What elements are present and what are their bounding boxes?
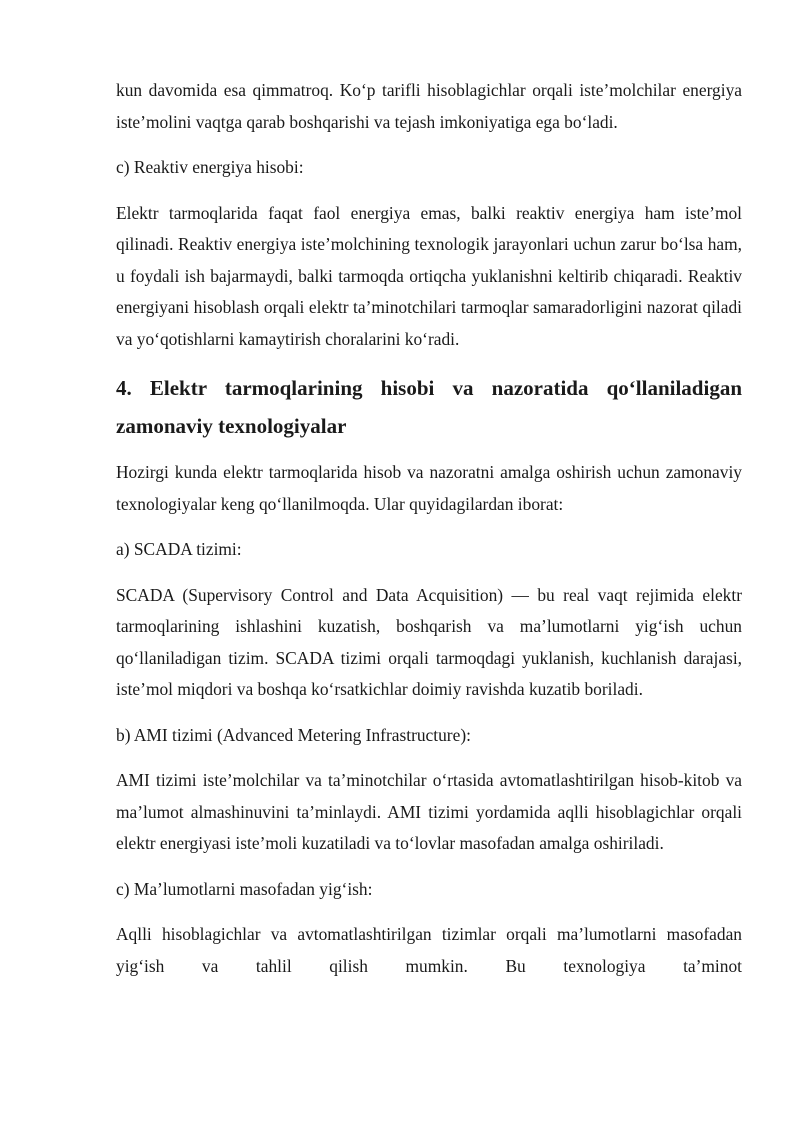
paragraph-multi-tariff: kun davomida esa qimmatroq. Ko‘p tarifli hisoblagichlar orqali iste’molchilar energiya iste’molini vaqtga qarab boshqarishi va tejash imkoniyatiga ega bo‘ladi. bbox=[116, 80, 742, 132]
paragraph-scada: SCADA (Supervisory Control and Data Acquisition) — bu real vaqt rejimida elektr tarmoqlarining ishlashini kuzatish, boshqarish va ma’lumotlarni yig‘ish uchun qo‘llaniladigan tizim. SCADA tizimi orqali tarmoqdagi yuklanish, kuchlanish darajasi, iste’mol miqdori va boshqa ko‘rsatkichlar doimiy ravishda kuzatib boriladi. bbox=[116, 584, 742, 699]
subsection-label-scada: a) SCADA tizimi: bbox=[116, 539, 242, 559]
paragraph-ami: AMI tizimi iste’molchilar va ta’minotchilar o‘rtasida avtomatlashtirilgan hisob-kitob va ma’lumot almashinuvini ta’minlaydi. AMI tizimi yordamida aqlli hisoblagichlar orqali elektr energiyasi iste’moli kuzatiladi va to‘lovlar masofadan amalga oshiriladi. bbox=[116, 770, 742, 853]
subsection-label-ami: b) AMI tizimi (Advanced Metering Infrastructure): bbox=[116, 724, 471, 745]
section-heading: 4. Elektr tarmoqlarining hisobi va nazoratida qo‘llaniladigan zamonaviy texnologiyalar bbox=[116, 376, 742, 438]
paragraph-remote-data: Aqlli hisoblagichlar va avtomatlashtirilgan tizimlar orqali ma’lumotlarni masofadan yig‘ish va tahlil qilish mumkin. Bu texnologiya ta’minot bbox=[116, 924, 742, 976]
paragraph-modern-technologies: Hozirgi kunda elektr tarmoqlarida hisob va nazoratni amalga oshirish uchun zamonaviy texnologiyalar keng qo‘llanilmoqda. Ular quyidagilardan iborat: bbox=[116, 462, 742, 514]
document-page bbox=[116, 75, 742, 982]
paragraph-reactive-energy: Elektr tarmoqlarida faqat faol energiya emas, balki reaktiv energiya ham iste’mol qilinadi. Reaktiv energiya iste’molchining texnologik jarayonlari uchun zarur bo‘lsa ham, u foydali ish bajarmaydi, balki tarmoqda ortiqcha yuklanishni keltirib chiqaradi. Reaktiv energiyani hisoblash orqali elektr ta’minotchilari tarmoqlar samaradorligini nazorat qiladi va yo‘qotishlarni kamaytirish choralarini ko‘radi. bbox=[116, 202, 742, 349]
subsection-label-reactive-energy: c) Reaktiv energiya hisobi: bbox=[116, 157, 304, 177]
subsection-label-remote-data: c) Ma’lumotlarni masofadan yig‘ish: bbox=[116, 878, 373, 899]
